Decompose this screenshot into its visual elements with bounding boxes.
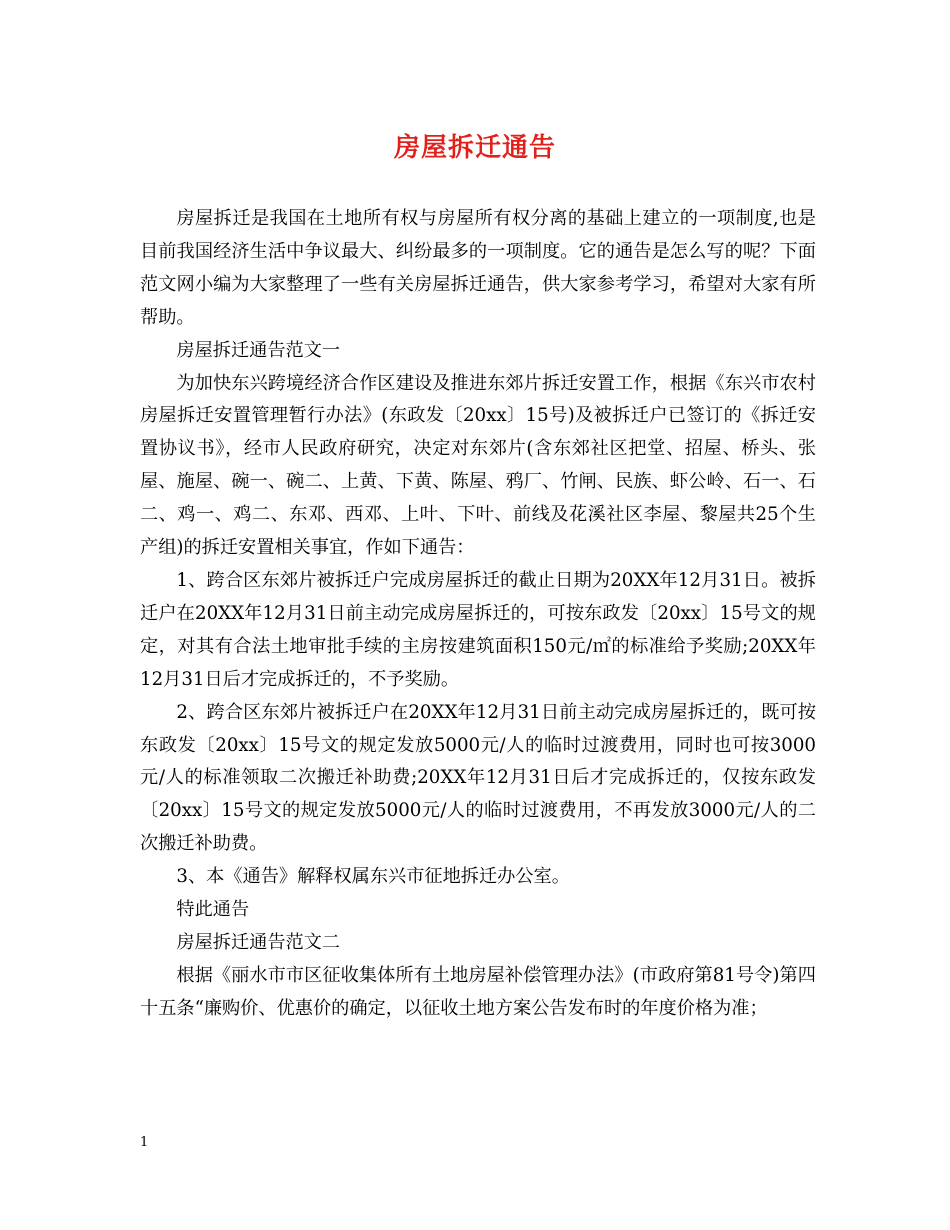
document-body [140,203,816,1026]
section-heading-sample-two: 房屋拆迁通告范文二 [176,931,341,953]
notice-item-2: 2、跨合区东郊片被拆迁户在20XX年12月31日前主动完成房屋拆迁的，既可按东政发〔20xx〕15号文的规定发放5000元/人的临时过渡费用，同时也可按3000元/人的标准领取二次搬迁补助费;20XX年12月31日后才完成拆迁的，仅按东政发〔20xx〕15号文的规定发放5000元/人的临时过渡费用，不再发放3000元/人的二次搬迁补助费。 [140,701,816,855]
notice-closing: 特此通告 [176,899,250,921]
notice-item-1: 1、跨合区东郊片被拆迁户完成房屋拆迁的截止日期为20XX年12月31日。被拆迁户在20XX年12月31日前主动完成房屋拆迁的，可按东政发〔20xx〕15号文的规定，对其有合法土地审批手续的主房按建筑面积150元/㎡的标准给予奖励;20XX年12月31日后才完成拆迁的，不予奖励。 [140,569,816,690]
notice-item-3: 3、本《通告》解释权属东兴市征地拆迁办公室。 [176,866,570,888]
page-number: 1 [140,1135,149,1150]
intro-paragraph: 房屋拆迁是我国在土地所有权与房屋所有权分离的基础上建立的一项制度,也是目前我国经济生活中争议最大、纠纷最多的一项制度。它的通告是怎么写的呢？下面范文网小编为大家整理了一些有关房屋拆迁通告，供大家参考学习，希望对大家有所帮助。 [140,208,816,328]
document-title: 房屋拆迁通告 [393,133,556,163]
notice-preamble-paragraph: 为加快东兴跨境经济合作区建设及推进东郊片拆迁安置工作，根据《东兴市农村房屋拆迁安置管理暂行办法》(东政发〔20xx〕15号)及被拆迁户已签订的《拆迁安置协议书》，经市人民政府研究，决定对东郊片(含东郊社区把堂、招屋、桥头、张屋、施屋、碗一、碗二、上黄、下黄、陈屋、鸦厂、竹闸、民族、虾公岭、石一、石二、鸡一、鸡二、东邓、西邓、上叶、下叶、前线及花溪社区李屋、黎屋共25个生产组)的拆迁安置相关事宜，作如下通告： [140,372,816,559]
section-heading-sample-one: 房屋拆迁通告范文一 [176,339,341,361]
sample-two-paragraph: 根据《丽水市市区征收集体所有土地房屋补偿管理办法》(市政府第81号令)第四十五条“廉购价、优惠价的确定，以征收土地方案公告发布时的年度价格为准； [140,964,816,1019]
